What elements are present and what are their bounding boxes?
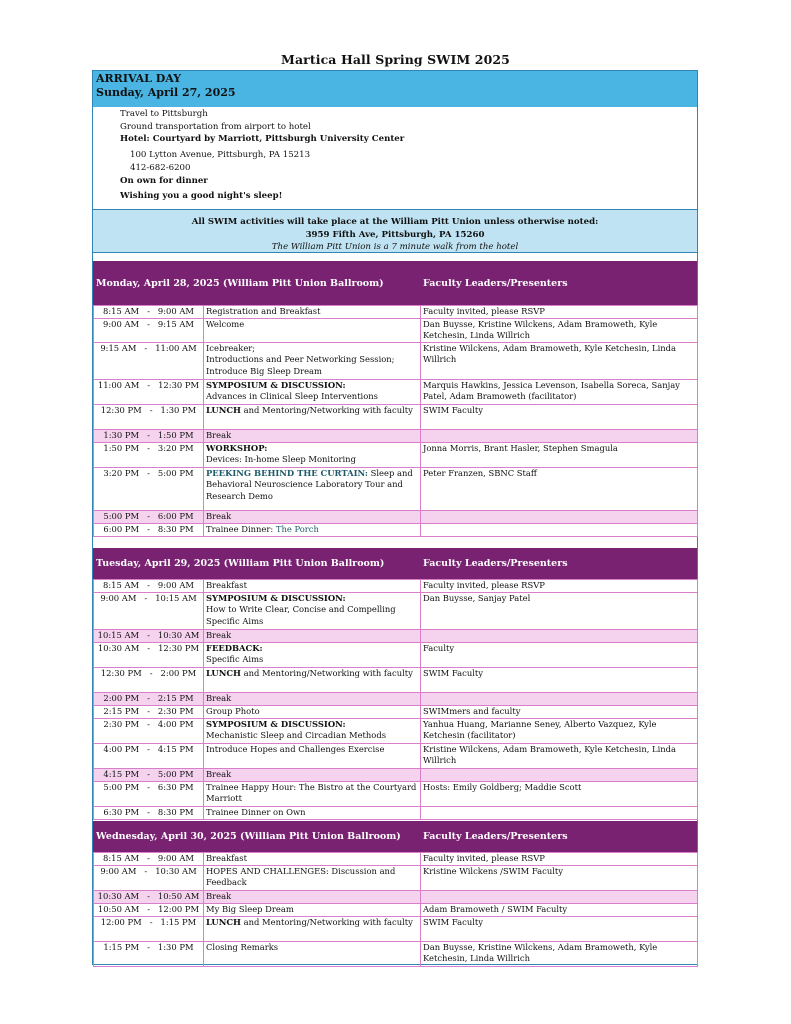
- activity-cell: [204, 467, 421, 510]
- faculty-cell: [421, 429, 698, 442]
- activity-detail: How to Write Clear, Concise and Compelling Specific Aims: [206, 604, 396, 626]
- time-range: 1:50 PM - 3:20 PM: [103, 442, 194, 453]
- schedule-row: [94, 467, 698, 510]
- time-range: 10:50 AM - 12:00 PM: [97, 904, 200, 914]
- faculty-names: Yanhua Huang, Marianne Seney, Alberto Vazquez, Kyle Ketchesin (facilitator): [423, 719, 657, 741]
- schedule-row: [94, 866, 698, 891]
- activity-cell: [204, 904, 421, 917]
- time-range: 4:00 PM - 4:15 PM: [103, 744, 194, 754]
- activity-cell: [204, 942, 421, 967]
- activity-cell: [204, 744, 421, 769]
- activity-detail: Advances in Clinical Sleep Interventions: [206, 391, 378, 402]
- faculty-names: Faculty: [423, 643, 455, 653]
- schedule-row: [94, 404, 698, 429]
- faculty-names: SWIM Faculty: [423, 668, 483, 678]
- schedule-row: [94, 782, 698, 807]
- time-range: 12:30 PM - 2:00 PM: [100, 668, 197, 678]
- time-cell: [94, 693, 204, 706]
- time-cell: [94, 769, 204, 782]
- faculty-cell: [421, 306, 698, 319]
- time-cell: [94, 706, 204, 719]
- time-cell: [94, 630, 204, 643]
- faculty-cell: [421, 319, 698, 343]
- activity-text: Trainee Dinner on Own: [206, 807, 306, 817]
- day-heading: Monday, April 28, 2025 (William Pitt Union Ballroom): [96, 278, 384, 289]
- activity-text: Break: [206, 510, 232, 521]
- faculty-cell: [421, 442, 698, 467]
- activity-text: Break: [206, 891, 232, 901]
- activity-cell: [204, 693, 421, 706]
- activity-cell: [204, 342, 421, 379]
- schedule-row: [94, 523, 698, 536]
- day-heading: Wednesday, April 30, 2025 (William Pitt Union Ballroom): [96, 831, 401, 842]
- day-heading: Tuesday, April 29, 2025 (William Pitt Union Ballroom): [96, 558, 385, 569]
- activity-label: LUNCH: [206, 404, 241, 415]
- time-range: 4:15 PM - 5:00 PM: [103, 769, 194, 779]
- time-range: 6:30 PM - 8:30 PM: [103, 807, 194, 817]
- activity-cell: [204, 580, 421, 593]
- activity-text: Breakfast: [206, 853, 247, 863]
- time-cell: [94, 580, 204, 593]
- arrival-details: [120, 108, 680, 203]
- activity-cell: [204, 706, 421, 719]
- activity-cell: [204, 306, 421, 319]
- activity-text: Icebreaker;: [206, 342, 256, 353]
- faculty-cell: [421, 706, 698, 719]
- time-range: 3:20 PM - 5:00 PM: [103, 467, 194, 478]
- activity-text: My Big Sleep Dream: [206, 904, 294, 914]
- faculty-cell: [421, 904, 698, 917]
- schedule-row: [94, 942, 698, 967]
- time-cell: [94, 523, 204, 536]
- day-header-wednesday: [93, 821, 697, 852]
- notice-walk: The William Pitt Union is a 7 minute walk from the hotel: [271, 242, 519, 252]
- faculty-names: Hosts: Emily Goldberg; Maddie Scott: [423, 782, 582, 792]
- schedule-row: [94, 442, 698, 467]
- activity-cell: [204, 891, 421, 904]
- time-range: 12:00 PM - 1:15 PM: [100, 917, 197, 927]
- activity-detail: Mechanistic Sleep and Circadian Methods: [206, 730, 386, 741]
- time-cell: [94, 668, 204, 693]
- faculty-cell: [421, 523, 698, 536]
- activity-text: Breakfast: [206, 580, 247, 590]
- faculty-names: Dan Buysse, Kristine Wilckens, Adam Bramoweth, Kyle Ketchesin, Linda Willrich: [423, 942, 658, 964]
- activity-text: HOPES AND CHALLENGES: Discussion and Feedback: [206, 866, 398, 888]
- faculty-names: Kristine Wilckens, Adam Bramoweth, Kyle Ketchesin, Linda Willrich: [423, 342, 677, 365]
- faculty-cell: [421, 942, 698, 967]
- schedule-row: [94, 917, 698, 942]
- time-cell: [94, 807, 204, 820]
- time-range: 10:15 AM - 10:30 AM: [97, 630, 200, 640]
- time-cell: [94, 719, 204, 744]
- schedule-row: [94, 693, 698, 706]
- notice-line: All SWIM activities will take place at the William Pitt Union unless otherwise noted:: [191, 217, 599, 227]
- schedule-row: [94, 807, 698, 820]
- activity-text: Trainee Happy Hour: The Bistro at the Courtyard Marriott: [206, 782, 420, 804]
- faculty-names: Marquis Hawkins, Jessica Levenson, Isabella Soreca, Sanjay Patel, Adam Bramoweth (facilitator): [423, 379, 680, 402]
- time-range: 5:00 PM - 6:30 PM: [103, 782, 194, 792]
- schedule-row: [94, 379, 698, 404]
- time-range: 10:30 AM - 10:50 AM: [97, 891, 200, 901]
- faculty-cell: [421, 853, 698, 866]
- hotel-address: 100 Lytton Avenue, Pittsburgh, PA 15213: [130, 150, 311, 161]
- activity-text: Welcome: [206, 319, 245, 329]
- time-range: 9:00 AM - 9:15 AM: [103, 319, 194, 329]
- schedule-row: [94, 744, 698, 769]
- activity-text: Group Photo: [206, 706, 260, 716]
- time-cell: [94, 942, 204, 967]
- notice-address: 3959 Fifth Ave, Pittsburgh, PA 15260: [305, 229, 485, 240]
- activity-text: Closing Remarks: [206, 942, 279, 952]
- activity-cell: [204, 782, 421, 807]
- activity-text: Break: [206, 429, 232, 440]
- faculty-cell: [421, 917, 698, 942]
- faculty-names: Jonna Morris, Brant Hasler, Stephen Smagula: [423, 442, 618, 453]
- schedule-row: [94, 319, 698, 343]
- time-cell: [94, 917, 204, 942]
- faculty-names: Faculty invited, please RSVP: [423, 853, 545, 863]
- activity-cell: [204, 719, 421, 744]
- schedule-table-wednesday: [93, 852, 698, 967]
- faculty-names: Kristine Wilckens /SWIM Faculty: [423, 866, 563, 876]
- time-cell: [94, 429, 204, 442]
- arrival-line: Ground transportation from airport to hotel: [120, 121, 311, 132]
- time-range: 1:15 PM - 1:30 PM: [103, 942, 194, 952]
- activity-cell: [204, 866, 421, 891]
- activity-label: SYMPOSIUM & DISCUSSION:: [206, 719, 346, 729]
- activity-text: Introduce Hopes and Challenges Exercise: [206, 744, 385, 754]
- activity-cell: [204, 769, 421, 782]
- hotel-phone: 412-682-6200: [130, 162, 191, 173]
- faculty-cell: [421, 866, 698, 891]
- schedule-row: [94, 904, 698, 917]
- time-range: 10:30 AM - 12:30 PM: [97, 643, 200, 653]
- dinner-note: On own for dinner: [120, 175, 208, 186]
- activity-cell: [204, 807, 421, 820]
- time-range: 9:00 AM - 10:30 AM: [100, 866, 197, 876]
- faculty-cell: [421, 379, 698, 404]
- time-cell: [94, 853, 204, 866]
- time-range: 2:30 PM - 4:00 PM: [103, 719, 194, 729]
- time-range: 1:30 PM - 1:50 PM: [103, 429, 194, 440]
- faculty-cell: [421, 342, 698, 379]
- schedule-row: [94, 719, 698, 744]
- schedule-row: [94, 891, 698, 904]
- faculty-cell: [421, 467, 698, 510]
- activity-cell: [204, 429, 421, 442]
- faculty-cell: [421, 719, 698, 744]
- time-cell: [94, 904, 204, 917]
- faculty-cell: [421, 744, 698, 769]
- time-range: 8:15 AM - 9:00 AM: [103, 580, 194, 590]
- activity-cell: [204, 319, 421, 343]
- faculty-names: Kristine Wilckens, Adam Bramoweth, Kyle Ketchesin, Linda Willrich: [423, 744, 677, 766]
- time-cell: [94, 404, 204, 429]
- activity-cell: [204, 379, 421, 404]
- faculty-cell: [421, 630, 698, 643]
- activity-text: Break: [206, 630, 232, 640]
- time-cell: [94, 782, 204, 807]
- activity-cell: [204, 510, 421, 523]
- time-range: 5:00 PM - 6:00 PM: [103, 510, 194, 521]
- hotel-name: Hotel: Courtyard by Marriott, Pittsburgh University Center: [120, 134, 405, 145]
- time-range: 9:15 AM - 11:00 AM: [100, 342, 197, 353]
- schedule-row: [94, 630, 698, 643]
- faculty-cell: [421, 510, 698, 523]
- schedule-row: [94, 853, 698, 866]
- activity-cell: [204, 442, 421, 467]
- activity-cell: [204, 404, 421, 429]
- time-cell: [94, 306, 204, 319]
- activity-label: SYMPOSIUM & DISCUSSION:: [206, 593, 346, 603]
- faculty-cell: [421, 782, 698, 807]
- day-header-monday: [93, 261, 697, 305]
- time-range: 12:30 PM - 1:30 PM: [100, 404, 197, 415]
- faculty-cell: [421, 580, 698, 593]
- activity-cell: [204, 523, 421, 536]
- activity-detail: Specific Aims: [206, 654, 264, 665]
- time-range: 2:15 PM - 2:30 PM: [103, 706, 194, 716]
- activity-label: LUNCH: [206, 917, 241, 927]
- time-cell: [94, 593, 204, 630]
- activity-cell: [204, 853, 421, 866]
- arrival-line: Travel to Pittsburgh: [120, 109, 208, 119]
- time-cell: [94, 442, 204, 467]
- time-cell: [94, 467, 204, 510]
- activity-label: SYMPOSIUM & DISCUSSION:: [206, 379, 346, 390]
- time-range: 6:00 PM - 8:30 PM: [103, 523, 194, 534]
- faculty-cell: [421, 593, 698, 630]
- faculty-cell: [421, 891, 698, 904]
- faculty-cell: [421, 404, 698, 429]
- faculty-names: SWIM Faculty: [423, 404, 483, 415]
- schedule-row: [94, 580, 698, 593]
- activity-label: FEEDBACK:: [206, 643, 263, 653]
- activity-label: PEEKING BEHIND THE CURTAIN:: [206, 467, 368, 478]
- time-cell: [94, 866, 204, 891]
- faculty-names: SWIM Faculty: [423, 917, 483, 927]
- activity-text: Break: [206, 693, 232, 703]
- activity-label: LUNCH: [206, 668, 241, 678]
- time-cell: [94, 643, 204, 668]
- schedule-row: [94, 668, 698, 693]
- time-range: 11:00 AM - 12:30 PM: [97, 379, 200, 390]
- time-cell: [94, 342, 204, 379]
- schedule-row: [94, 342, 698, 379]
- time-cell: [94, 891, 204, 904]
- faculty-names: Peter Franzen, SBNC Staff: [423, 467, 537, 478]
- faculty-names: SWIMmers and faculty: [423, 706, 521, 716]
- faculty-names: Dan Buysse, Kristine Wilckens, Adam Bramoweth, Kyle Ketchesin, Linda Willrich: [423, 319, 658, 341]
- time-cell: [94, 510, 204, 523]
- time-cell: [94, 379, 204, 404]
- faculty-names: Faculty invited, please RSVP: [423, 306, 545, 316]
- activity-cell: [204, 630, 421, 643]
- faculty-cell: [421, 668, 698, 693]
- activity-text: Trainee Dinner:: [206, 523, 276, 534]
- activity-text: and Mentoring/Networking with faculty: [240, 404, 413, 415]
- time-range: 2:00 PM - 2:15 PM: [103, 693, 194, 703]
- good-night-note: Wishing you a good night's sleep!: [120, 191, 283, 202]
- schedule-table-monday: [93, 305, 698, 537]
- activity-text: Registration and Breakfast: [206, 306, 321, 316]
- schedule-row: [94, 306, 698, 319]
- activity-text: Sleep and Behavioral Neuroscience Laboratory Tour and Research Demo: [206, 467, 416, 501]
- schedule-row: [94, 510, 698, 523]
- venue-link[interactable]: The Porch: [275, 523, 319, 534]
- faculty-heading: Faculty Leaders/Presenters: [423, 278, 568, 289]
- activity-text: and Mentoring/Networking with faculty: [240, 668, 413, 678]
- faculty-names: Adam Bramoweth / SWIM Faculty: [423, 904, 568, 914]
- faculty-heading: Faculty Leaders/Presenters: [423, 831, 568, 842]
- activity-cell: [204, 593, 421, 630]
- time-range: 8:15 AM - 9:00 AM: [103, 306, 194, 316]
- faculty-names: Faculty invited, please RSVP: [423, 580, 545, 590]
- activity-label: WORKSHOP:: [206, 442, 268, 453]
- faculty-cell: [421, 643, 698, 668]
- arrival-date: Sunday, April 27, 2025: [96, 86, 236, 99]
- faculty-cell: [421, 769, 698, 782]
- day-header-tuesday: [93, 548, 697, 579]
- time-range: 8:15 AM - 9:00 AM: [103, 853, 194, 863]
- schedule-table-tuesday: [93, 579, 698, 820]
- arrival-heading: ARRIVAL DAY: [96, 72, 182, 85]
- faculty-cell: [421, 693, 698, 706]
- activity-cell: [204, 643, 421, 668]
- location-notice: [93, 209, 697, 253]
- faculty-names: Dan Buysse, Sanjay Patel: [423, 593, 531, 603]
- schedule-row: [94, 706, 698, 719]
- faculty-cell: [421, 807, 698, 820]
- time-cell: [94, 744, 204, 769]
- activity-detail: Devices: In-home Sleep Monitoring: [206, 454, 356, 465]
- activity-text: Break: [206, 769, 232, 779]
- activity-cell: [204, 917, 421, 942]
- schedule-row: [94, 643, 698, 668]
- schedule-row: [94, 593, 698, 630]
- activity-text: and Mentoring/Networking with faculty: [240, 917, 413, 927]
- document-title: Martica Hall Spring SWIM 2025: [281, 52, 510, 67]
- schedule-row: [94, 429, 698, 442]
- activity-cell: [204, 668, 421, 693]
- arrival-header: [93, 71, 697, 107]
- time-cell: [94, 319, 204, 343]
- time-range: 9:00 AM - 10:15 AM: [100, 593, 197, 603]
- faculty-heading: Faculty Leaders/Presenters: [423, 558, 568, 569]
- schedule-row: [94, 769, 698, 782]
- activity-detail: Introductions and Peer Networking Session; Introduce Big Sleep Dream: [206, 354, 395, 376]
